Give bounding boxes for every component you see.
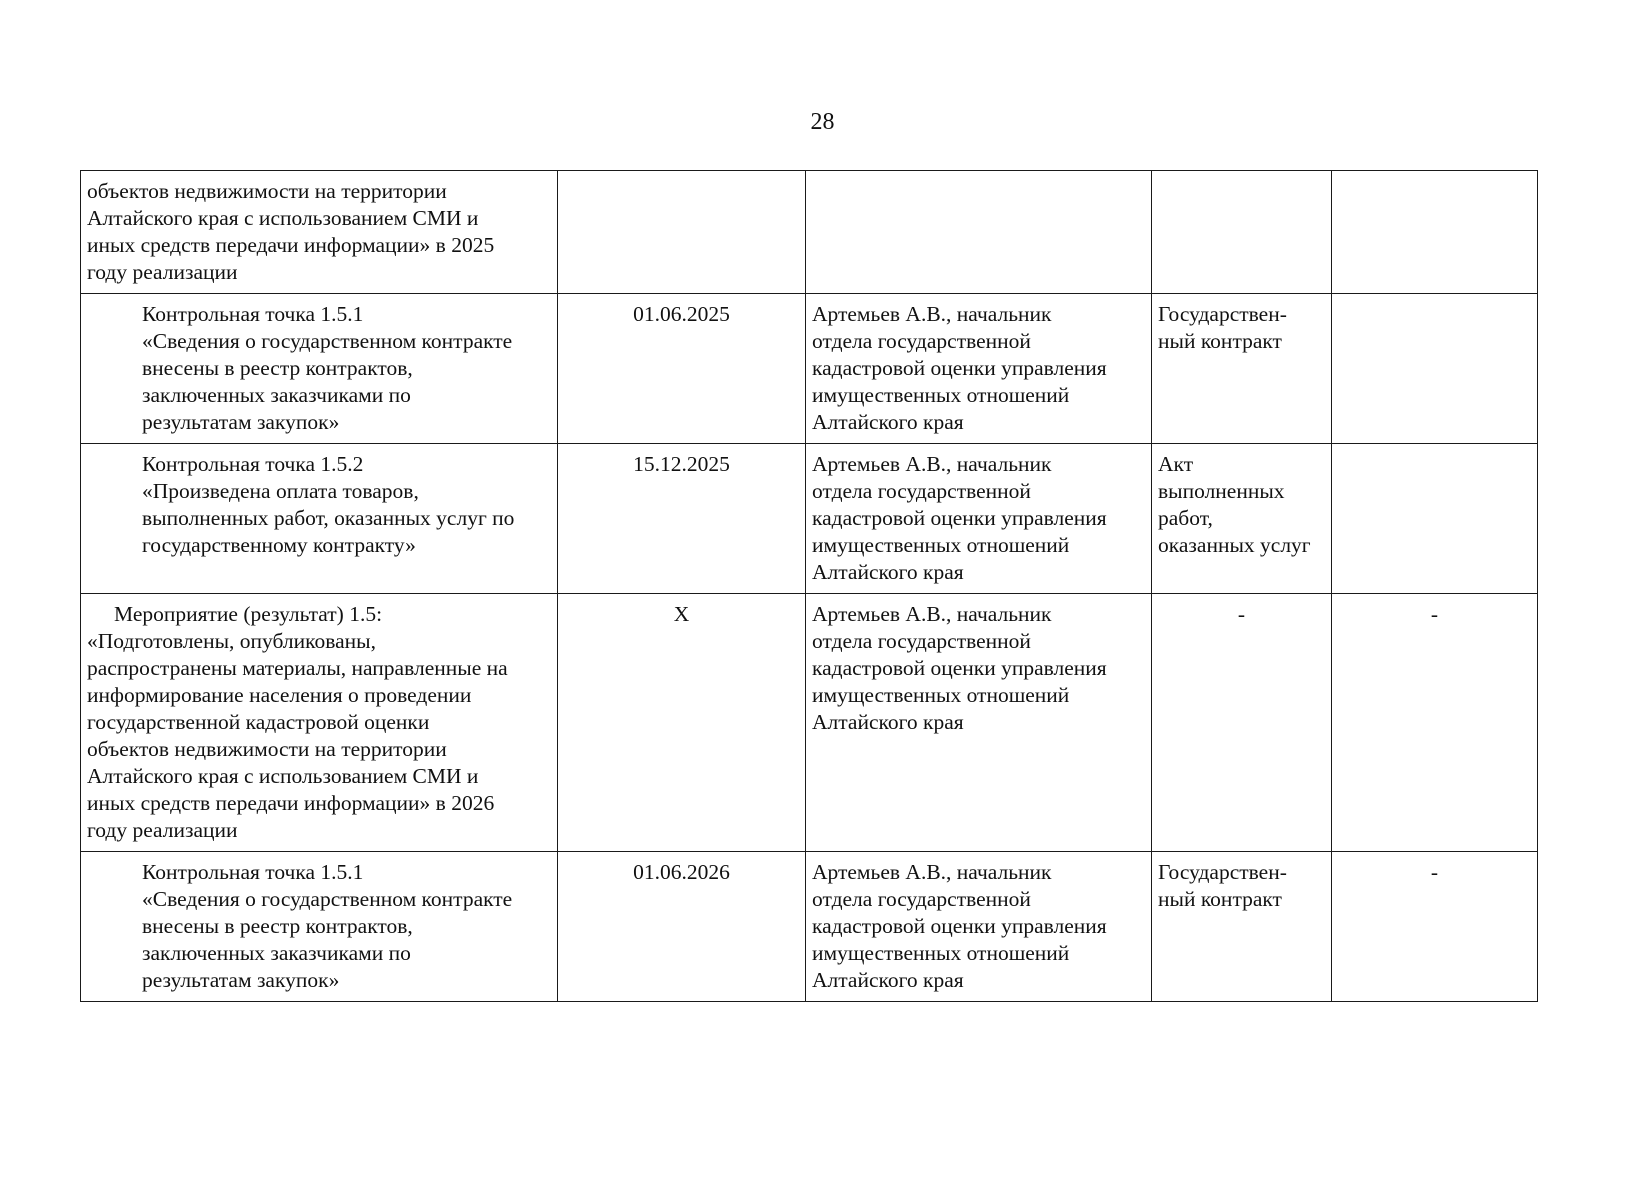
extra-cell [1332,294,1538,444]
deadline-cell [558,852,806,1002]
extra: - [1430,602,1439,626]
extra: - [1430,860,1439,884]
document: Государствен- ный контракт [1158,302,1287,353]
document: Государствен- ный контракт [1158,860,1287,911]
deadline-cell [558,294,806,444]
extra-cell [1332,444,1538,594]
event-description: объектов недвижимости на территории Алтайского края с использованием СМИ и иных средств передачи информации» в 2025 году реализации [87,179,495,284]
page-number: 28 [810,109,835,135]
document-cell [1152,171,1332,294]
checkpoint-description: Контрольная точка 1.5.2 «Произведена оплата товаров, выполненных работ, оказанных услуг по государственному контракту» [142,452,515,557]
document: Акт выполненных работ, оказанных услуг [1158,452,1311,557]
checkpoint-description: Контрольная точка 1.5.1 «Сведения о государственном контракте внесены в реестр контрактов, заключенных заказчиками по результатам закупок» [142,860,513,992]
deadline-cell [558,444,806,594]
responsible: Артемьев А.В., начальник отдела государственной кадастровой оценки управления имущественных отношений Алтайского края [812,452,1107,584]
table-row [81,594,1538,852]
responsible-cell [806,852,1152,1002]
responsible: Артемьев А.В., начальник отдела государственной кадастровой оценки управления имущественных отношений Алтайского края [812,302,1107,434]
responsible-cell [806,171,1152,294]
document-cell [1152,294,1332,444]
deadline-cell [558,594,806,852]
document-cell [1152,852,1332,1002]
responsible-cell [806,294,1152,444]
table-row [81,294,1538,444]
checkpoint-description-cell [81,294,558,444]
document-cell [1152,594,1332,852]
document: - [1237,602,1246,626]
deadline: 15.12.2025 [633,452,730,476]
deadline: 01.06.2025 [633,302,730,326]
extra-cell [1332,852,1538,1002]
event-description-cell [81,594,558,852]
responsible: Артемьев А.В., начальник отдела государственной кадастровой оценки управления имущественных отношений Алтайского края [812,602,1107,734]
event-description: Мероприятие (результат) 1.5: «Подготовлены, опубликованы, распространены материалы, направленные на информирование населения о проведении государственной кадастровой оценки объектов недвижимости на территории Алтайского края с использованием СМИ и иных средств передачи информации» в 2026 году реализации [87,602,508,842]
responsible-cell [806,594,1152,852]
checkpoint-description-cell [81,852,558,1002]
table-row [81,852,1538,1002]
table-row [81,171,1538,294]
responsible: Артемьев А.В., начальник отдела государственной кадастровой оценки управления имущественных отношений Алтайского края [812,860,1107,992]
deadline: 01.06.2026 [633,860,730,884]
event-description-cell [81,171,558,294]
plan-table [80,170,1538,1002]
checkpoint-description: Контрольная точка 1.5.1 «Сведения о государственном контракте внесены в реестр контрактов, заключенных заказчиками по результатам закупок» [142,302,513,434]
deadline: X [673,602,690,626]
extra-cell [1332,171,1538,294]
deadline-cell [558,171,806,294]
checkpoint-description-cell [81,444,558,594]
responsible-cell [806,444,1152,594]
document-cell [1152,444,1332,594]
extra-cell [1332,594,1538,852]
table-row [81,444,1538,594]
